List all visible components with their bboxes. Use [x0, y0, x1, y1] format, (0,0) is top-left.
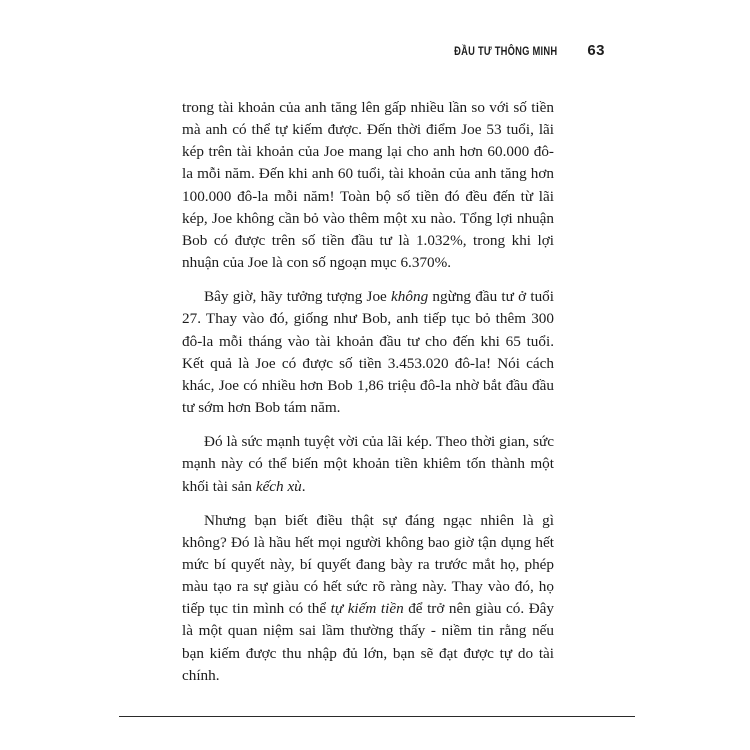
running-title: ĐẦU TƯ THÔNG MINH [454, 44, 558, 58]
emphasis-text: không [391, 288, 429, 306]
paragraph-text: trong tài khoản của anh tăng lên gấp nhiều lần so với số tiền mà anh có thể tự kiếm được. Đến thời điểm Joe 53 tuổi, lãi kép trên tài khoản của Joe mang lại cho anh hơn 60.000 đô-la mỗi năm. Đến khi anh 60 tuổi, tài khoản của anh tăng hơn 100.000 đô-la mỗi năm! Toàn bộ số tiền đó đều đến từ lãi kép, Joe không cần bỏ vào thêm một xu nào. Tổng lợi nhuận Bob có được trên số tiền đầu tư là 1.032%, trong khi lợi nhuận của Joe là con số ngoạn mục 6.370%. [182, 99, 554, 272]
emphasis-text: tự kiếm tiền [330, 600, 404, 618]
emphasis-text: kếch xù [255, 477, 302, 495]
paragraph-4 [182, 510, 554, 687]
body-text [182, 97, 554, 699]
paragraph-3 [182, 431, 554, 497]
page-number: 63 [587, 42, 605, 59]
paragraph-2 [182, 286, 554, 419]
paragraph-text: . [301, 477, 306, 495]
bottom-divider [119, 716, 635, 717]
paragraph-text: để trở nên giàu có. Đây là một quan niệm sai lầm thường thấy - niềm tin rằng nếu bạn kiếm được thu nhập đủ lớn, bạn sẽ đạt được tự do tài chính. [182, 600, 554, 684]
paragraph-1 [182, 97, 554, 274]
running-header [425, 42, 605, 59]
paragraph-text: ngừng đầu tư ở tuổi 27. Thay vào đó, giống như Bob, anh tiếp tục bỏ thêm 300 đô-la mỗi tháng vào tài khoản đầu tư cho đến khi 65 tuổi. Kết quả là Joe có được số tiền 3.453.020 đô-la! Nói cách khác, Joe có nhiều hơn Bob 1,86 triệu đô-la nhờ bắt đầu đầu tư sớm hơn Bob tám năm. [182, 288, 554, 417]
paragraph-text: Nhưng bạn biết điều thật sự đáng ngạc nhiên là gì không? Đó là hầu hết mọi người không bao giờ tận dụng hết mức bí quyết này, bí quyết đang bày ra trước mắt họ, phép màu tạo ra sự giàu có hết sức rõ ràng này. Thay vào đó, họ tiếp tục tin mình có thể [182, 511, 554, 618]
paragraph-text: Bây giờ, hãy tưởng tượng Joe [204, 288, 392, 306]
paragraph-text: Đó là sức mạnh tuyệt vời của lãi kép. Theo thời gian, sức mạnh này có thể biến một khoản tiền khiêm tốn thành một khối tài sản [182, 433, 554, 495]
